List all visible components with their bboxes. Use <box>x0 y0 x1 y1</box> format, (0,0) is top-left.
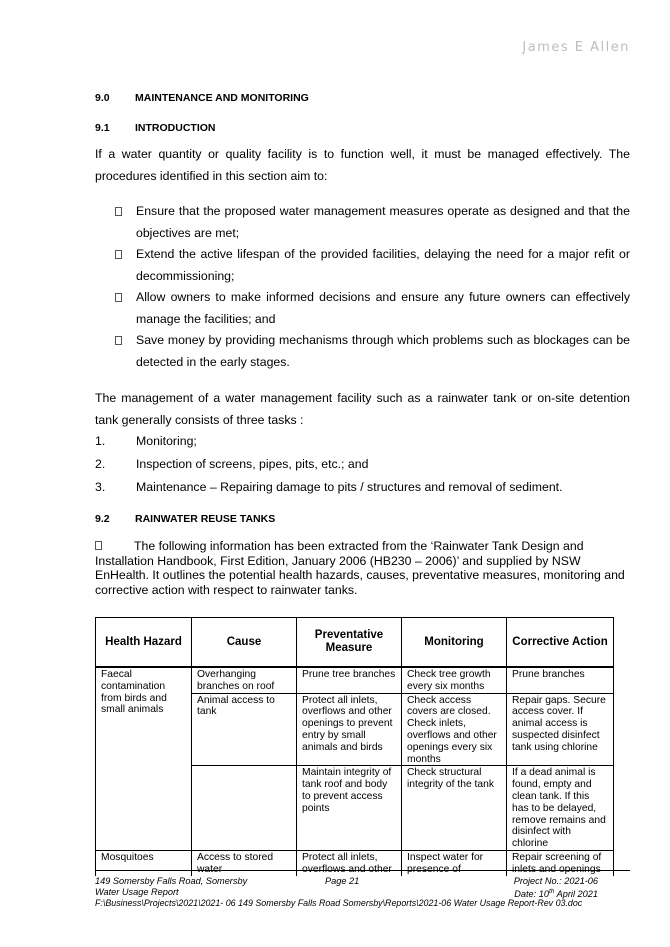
rainwater-paragraph <box>95 539 630 597</box>
footer-project-number: Project No.: 2021-06 <box>513 876 598 886</box>
aim-text: Allow owners to make informed decisions and ensure any future owners can effectively manage the facilities; and <box>136 290 630 326</box>
table-row <box>96 850 614 876</box>
item-number: 2. <box>95 457 106 471</box>
table-cell: Prune tree branches <box>297 667 402 693</box>
section-title: MAINTENANCE AND MONITORING <box>135 92 309 104</box>
table-cell: If a dead animal is found, empty and clean tank. If this has to be delayed, remove remains and disinfect with chlorine <box>507 766 614 851</box>
list-item <box>95 480 630 503</box>
rainwater-text: The following information has been extracted from the ‘Rainwater Tank Design and Installation Handbook, First Edition, January 2006 (HB230 – 2006)’ and supplied by NSW EnHealth. It outlines the potential health hazards, causes, preventative measures, monitoring and corrective action with respect to rainwater tanks. <box>95 539 625 597</box>
item-number: 1. <box>95 434 106 448</box>
task-text: Maintenance – Repairing damage to pits / structures and removal of sediment. <box>136 480 563 494</box>
header-author-name: James E Allen <box>522 40 630 55</box>
tasks-list <box>95 434 630 503</box>
footer-file-path: F:\Business\Projects\2021\2021- 06 149 Somersby Falls Road Somersby\Reports\2021-06 Water Usage Report-Rev 03.doc <box>95 898 583 908</box>
table-header-row <box>96 618 614 668</box>
table-cell: Prune branches <box>507 667 614 693</box>
aim-text: Ensure that the proposed water management measures operate as designed and that the objectives are met; <box>136 204 630 240</box>
list-item <box>95 287 630 330</box>
aim-text: Extend the active lifespan of the provided facilities, delaying the need for a major refit or decommissioning; <box>136 247 630 283</box>
list-item <box>95 330 630 373</box>
table-row <box>96 667 614 693</box>
aim-text: Save money by providing mechanisms through which problems such as blockages can be detected in the early stages. <box>136 333 630 369</box>
section-number: 9.0 <box>95 92 110 104</box>
list-item <box>95 244 630 287</box>
table-cell: Check tree growth every six months <box>402 667 507 693</box>
section-heading-9-0 <box>95 92 309 104</box>
bullet-box-icon <box>115 207 122 216</box>
column-header: Preventative Measure <box>297 618 402 668</box>
footer-address: 149 Somersby Falls Road, Somersby <box>95 876 248 886</box>
task-text: Monitoring; <box>136 434 197 448</box>
table-cell: Animal access to tank <box>192 693 297 766</box>
column-header: Corrective Action <box>507 618 614 668</box>
table-cell <box>192 766 297 851</box>
table-cell: Check access covers are closed. Check inlets, overflows and other openings every six months <box>402 693 507 766</box>
section-title: RAINWATER REUSE TANKS <box>135 513 276 525</box>
health-hazard-table <box>95 617 614 876</box>
list-item <box>95 457 630 480</box>
table-cell: Protect all inlets, overflows and other openings to prevent entry by small animals and birds <box>297 693 402 766</box>
column-header: Monitoring <box>402 618 507 668</box>
hazard-cell: Mosquitoes <box>96 850 192 876</box>
management-paragraph: The management of a water management facility such as a rainwater tank or on-site detention tank generally consists of three tasks : <box>95 391 630 427</box>
footer-date-ordinal: th <box>548 888 555 895</box>
table-cell: Check structural integrity of the tank <box>402 766 507 851</box>
aims-list <box>95 201 630 373</box>
table-cell: Repair screening of inlets and openings <box>507 850 614 876</box>
section-heading-9-2 <box>95 513 275 525</box>
table-cell: Maintain integrity of tank roof and body to prevent access points <box>297 766 402 851</box>
section-number: 9.1 <box>95 122 110 134</box>
table-cell: Repair gaps. Secure access cover. If animal access is suspected disinfect tank using chlorine <box>507 693 614 766</box>
footer-date-suffix: April 2021 <box>554 889 598 900</box>
section-title: INTRODUCTION <box>135 122 216 134</box>
section-number: 9.2 <box>95 513 110 525</box>
bullet-box-icon <box>95 541 102 550</box>
table-cell: Access to stored water <box>192 850 297 876</box>
intro-paragraph: If a water quantity or quality facility is to function well, it must be managed effectively. The procedures identified in this section aim to: <box>95 147 630 183</box>
section-heading-9-1 <box>95 122 216 134</box>
task-text: Inspection of screens, pipes, pits, etc.; and <box>136 457 369 471</box>
bullet-box-icon <box>115 336 122 345</box>
item-number: 3. <box>95 480 106 494</box>
footer-date-prefix: Date: 10 <box>514 889 549 900</box>
list-item <box>95 201 630 244</box>
footer-divider <box>95 870 630 871</box>
table-cell: Inspect water for presence of <box>402 850 507 876</box>
table-cell: Overhanging branches on roof <box>192 667 297 693</box>
bullet-box-icon <box>115 250 122 259</box>
table-cell: Protect all inlets, overflows and other <box>297 850 402 876</box>
footer-page-number: Page 21 <box>325 876 360 886</box>
column-header: Cause <box>192 618 297 668</box>
bullet-box-icon <box>115 293 122 302</box>
column-header: Health Hazard <box>96 618 192 668</box>
list-item <box>95 434 630 457</box>
hazard-cell: Faecal contamination from birds and small animals <box>96 667 192 850</box>
footer-report-name: Water Usage Report <box>95 887 179 897</box>
